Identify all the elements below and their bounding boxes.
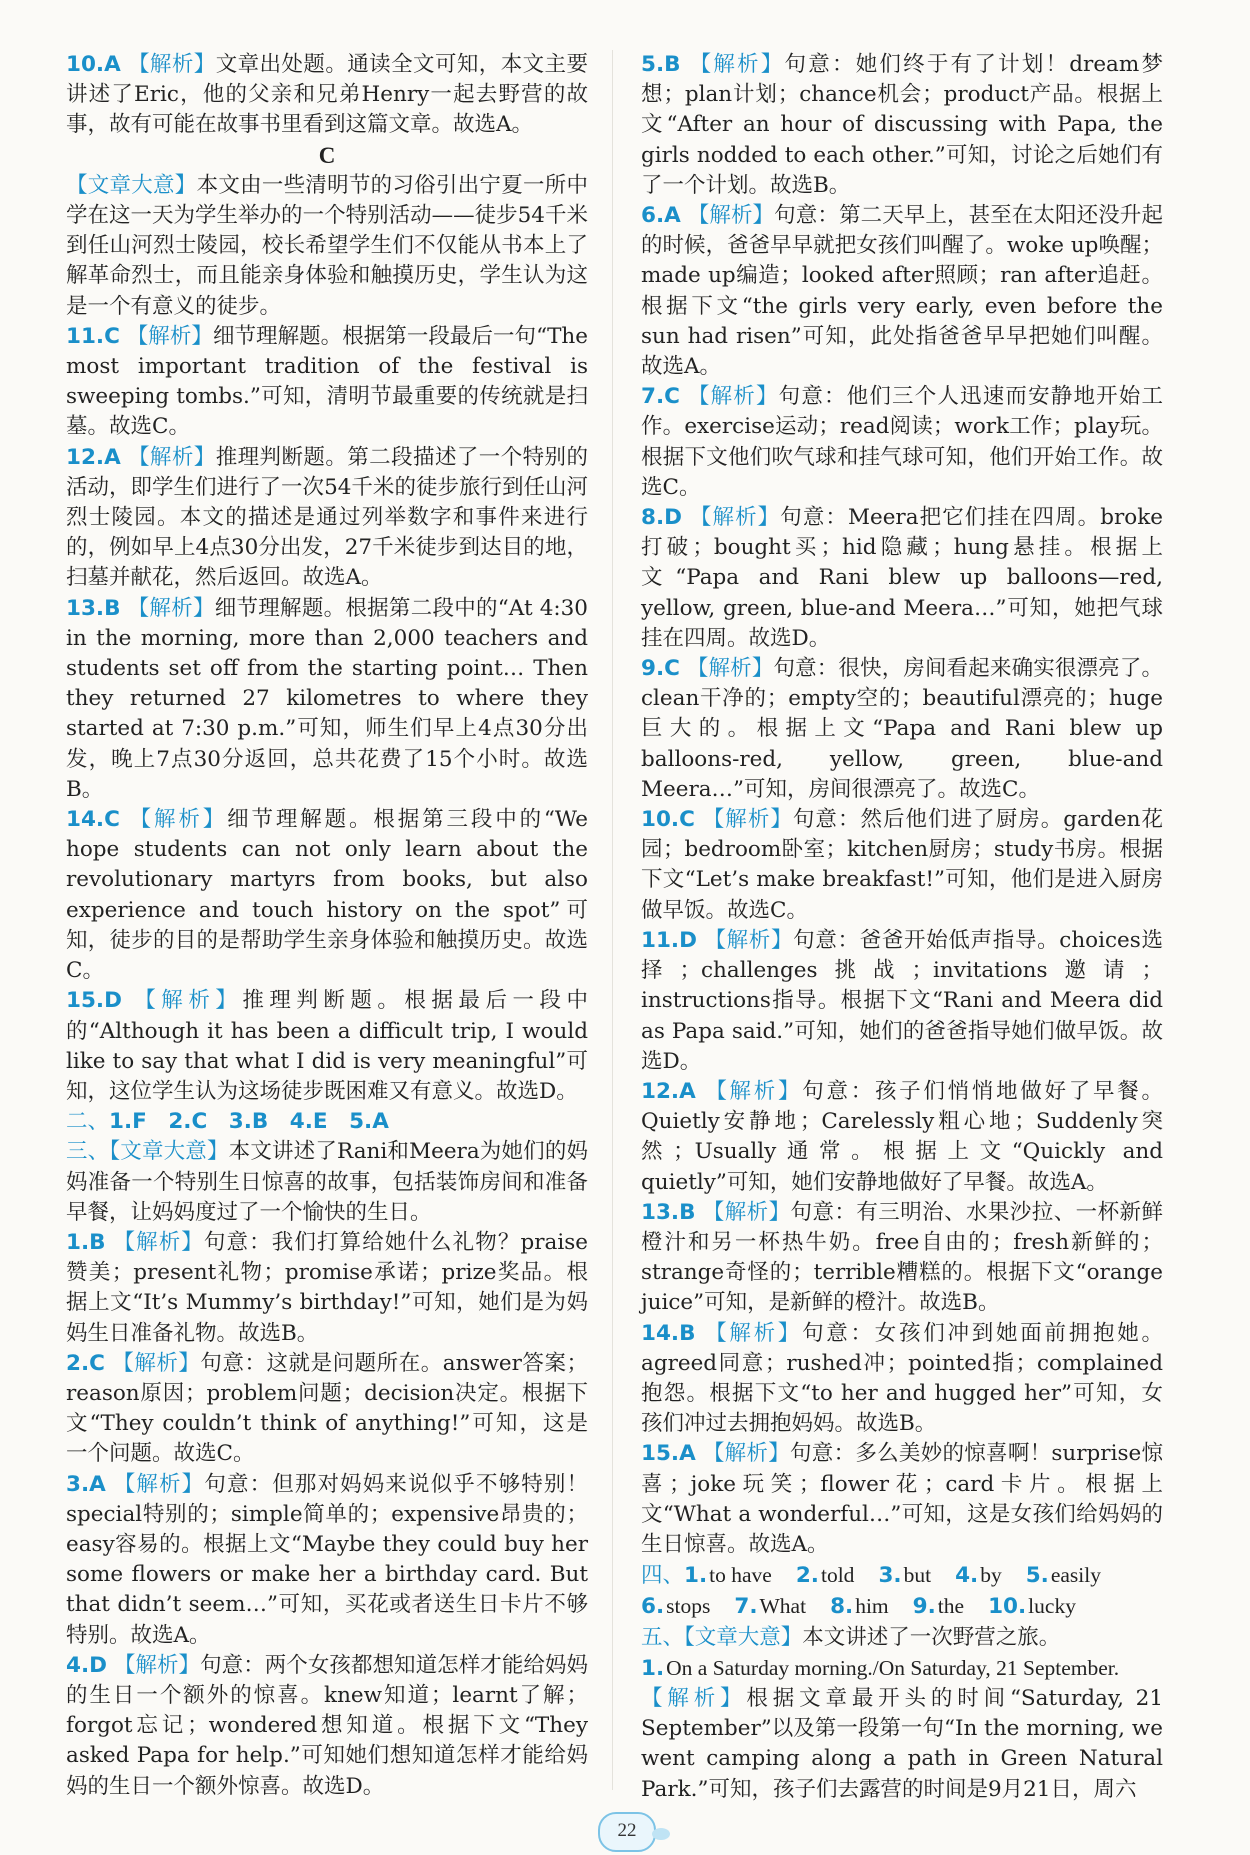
answer-p3-5: 5.B 【解析】句意：她们终于有了计划！dream梦想；plan计划；chance机会；product产品。根据上文“After an hour of discussing with Papa, the girls nodded to each other.”可知，讨论之后她们有了一个计划。故选B。	[641, 52, 1163, 198]
answer-q15: 15.D 【解析】推理判断题。根据最后一段中的“Although it has been a difficult trip, I would like to say that what I did is very meaningful”可知，这位学生认为这场徒步既困难又有意义。故选D。	[66, 988, 588, 1104]
answer-p3-14: 14.B 【解析】句意：女孩们冲到她面前拥抱她。agreed同意；rushed冲；pointed指；complained抱怨。根据下文“to her and hugged her”可知，女孩们冲过去拥抱妈妈。故选B。	[641, 1320, 1163, 1437]
right-column	[641, 50, 1163, 1805]
answer-q11: 11.C 【解析】细节理解题。根据第一段最后一句“The most important tradition of the festival is sweeping tombs.”可知，清明节最重要的传统就是扫墓。故选C。	[66, 323, 589, 440]
answer-q13: 13.B 【解析】细节理解题。根据第二段中的“At 4:30 in the morning, more than 2,000 teachers and students set off from the starting point… Then they returned 27 kilometres to where they started at 7:30 p.m.”可知，师生们早上4点30分出发，晚上7点30分返回，总共花费了15个小时。故选B。	[66, 595, 588, 802]
part4-answers-row1: 四、1.to have 2.told 3.but 4.by 5.easily	[641, 1563, 1101, 1589]
part4-answers-row2: 6.stops 7.What 8.him 9.the 10.lucky	[641, 1594, 1076, 1620]
column-divider	[612, 50, 613, 1790]
answer-p3-11: 11.D 【解析】句意：爸爸开始低声指导。choices选择；challenges挑战；invitations邀请；instructions指导。根据下文“Rani and Meera did as Papa said.”可知，她们的爸爸指导她们做早饭。故选D。	[641, 927, 1163, 1074]
answer-p3-15: 15.A 【解析】句意：多么美妙的惊喜啊！surprise惊喜；joke玩笑；flower花；card卡片。根据上文“What a wonderful…”可知，这是女孩们给妈妈的生日惊喜。故选A。	[641, 1441, 1163, 1557]
summary-c: 【文章大意】本文由一些清明节的习俗引出宁夏一所中学在这一天为学生举办的一个特别活动——徒步54千米到任山河烈士陵园，校长希望学生们不仅能从书本上了解革命烈士，而且能亲身体验和触摸历史，学生认为这是一个有意义的徒步。	[66, 172, 588, 319]
answer-q10: 10.A 【解析】文章出处题。通读全文可知，本文主要讲述了Eric，他的父亲和兄弟Henry一起去野营的故事，故有可能在故事书里看到这篇文章。故选A。	[66, 52, 588, 138]
part2-answers: 二、1.F 2.C 3.B 4.E 5.A	[66, 1109, 389, 1135]
answer-p3-6: 6.A 【解析】句意：第二天早上，甚至在太阳还没升起的时候，爸爸早早就把女孩们叫醒了。woke up唤醒；made up编造；looked after照顾；ran after追赶。根据下文“the girls very early, even before the sun had risen”可知，此处指爸爸早早把她们叫醒。故选A。	[641, 203, 1163, 380]
answer-p5-1: 1.On a Saturday morning./On Saturday, 21 September.	[641, 1655, 1120, 1681]
answer-p3-9: 9.C 【解析】句意：很快，房间看起来确实很漂亮了。clean干净的；empty空的；beautiful漂亮的；huge巨大的。根据上文“Papa and Rani blew up balloons-red, yellow, green, blue-and Meera…”可知，房间很漂亮了。故选C。	[641, 656, 1163, 802]
answer-q14: 14.C 【解析】细节理解题。根据第三段中的“We hope students can not only learn about the revolutionary martyrs from books, but also experience and touch history on the spot”可知，徒步的目的是帮助学生亲身体验和触摸历史。故选C。	[66, 807, 588, 984]
answer-p3-3: 3.A 【解析】句意：但那对妈妈来说似乎不够特别！special特别的；simple简单的；expensive昂贵的；easy容易的。根据上文“Maybe they could buy her some flowers or make her a birthday card. But that didn’t seem…”可知，买花或者送生日卡片不够特别。故选A。	[66, 1471, 588, 1648]
left-column	[66, 50, 588, 1802]
page-number: 22	[598, 1812, 656, 1852]
answer-p3-4: 4.D 【解析】句意：两个女孩都想知道怎样才能给妈妈的生日一个额外的惊喜。knew知道；learnt了解；forgot忘记；wondered想知道。根据下文“They asked Papa for help.”可知她们想知道怎样才能给妈妈的生日一个额外惊喜。故选D。	[66, 1652, 588, 1799]
answer-p5-1-analysis: 【解析】根据文章最开头的时间“Saturday, 21 September”以及第一段第一句“In the morning, we went camping along a path in Green Natural Park.”可知，孩子们去露营的时间是9月21日，周六	[641, 1685, 1163, 1802]
answer-p3-13: 13.B 【解析】句意：有三明治、水果沙拉、一杯新鲜橙汁和另一杯热牛奶。free自由的；fresh新鲜的；strange奇怪的；terrible糟糕的。根据下文“orange juice”可知，是新鲜的橙汁。故选B。	[641, 1199, 1163, 1316]
answer-q12: 12.A 【解析】推理判断题。第二段描述了一个特别的活动，即学生们进行了一次54千米的徒步旅行到任山河烈士陵园。本文的描述是通过列举数字和事件来进行的，例如早上4点30分出发，27千米徒步到达目的地，扫墓并献花，然后返回。故选A。	[66, 444, 588, 591]
answer-p3-12: 12.A 【解析】句意：孩子们悄悄地做好了早餐。Quietly安静地；Carelessly粗心地；Suddenly突然；Usually通常。根据上文“Quickly and quietly”可知，她们安静地做好了早餐。故选A。	[641, 1078, 1163, 1195]
page-number-decoration-icon	[652, 1828, 670, 1840]
part3-summary: 三、【文章大意】本文讲述了Rani和Meera为她们的妈妈准备一个特别生日惊喜的故事，包括装饰房间和准备早餐，让妈妈度过了一个愉快的生日。	[66, 1139, 588, 1225]
section-heading-c: C	[318, 142, 336, 168]
answer-p3-7: 7.C 【解析】句意：他们三个人迅速而安静地开始工作。exercise运动；read阅读；work工作；play玩。根据下文他们吹气球和挂气球可知，他们开始工作。故选C。	[641, 384, 1163, 500]
answer-p3-1: 1.B 【解析】句意：我们打算给她什么礼物？praise赞美；present礼物；promise承诺；prize奖品。根据上文“It’s Mummy’s birthday!”可知，她们是为妈妈生日准备礼物。故选B。	[66, 1229, 588, 1346]
answer-p3-10: 10.C 【解析】句意：然后他们进了厨房。garden花园；bedroom卧室；kitchen厨房；study书房。根据下文“Let’s make breakfast!”可知，他们是进入厨房做早饭。故选C。	[641, 807, 1163, 923]
answer-p3-2: 2.C 【解析】句意：这就是问题所在。answer答案；reason原因；problem问题；decision决定。根据下文“They couldn’t think of anything!”可知，这是一个问题。故选C。	[66, 1350, 588, 1467]
part5-summary: 五、【文章大意】本文讲述了一次野营之旅。	[641, 1624, 1061, 1650]
answer-p3-8: 8.D 【解析】句意：Meera把它们挂在四周。broke打破；bought买；hid隐藏；hung悬挂。根据上文“Papa and Rani blew up balloons—red, yellow, green, blue-and Meera…”可知，她把气球挂在四周。故选D。	[641, 505, 1163, 651]
